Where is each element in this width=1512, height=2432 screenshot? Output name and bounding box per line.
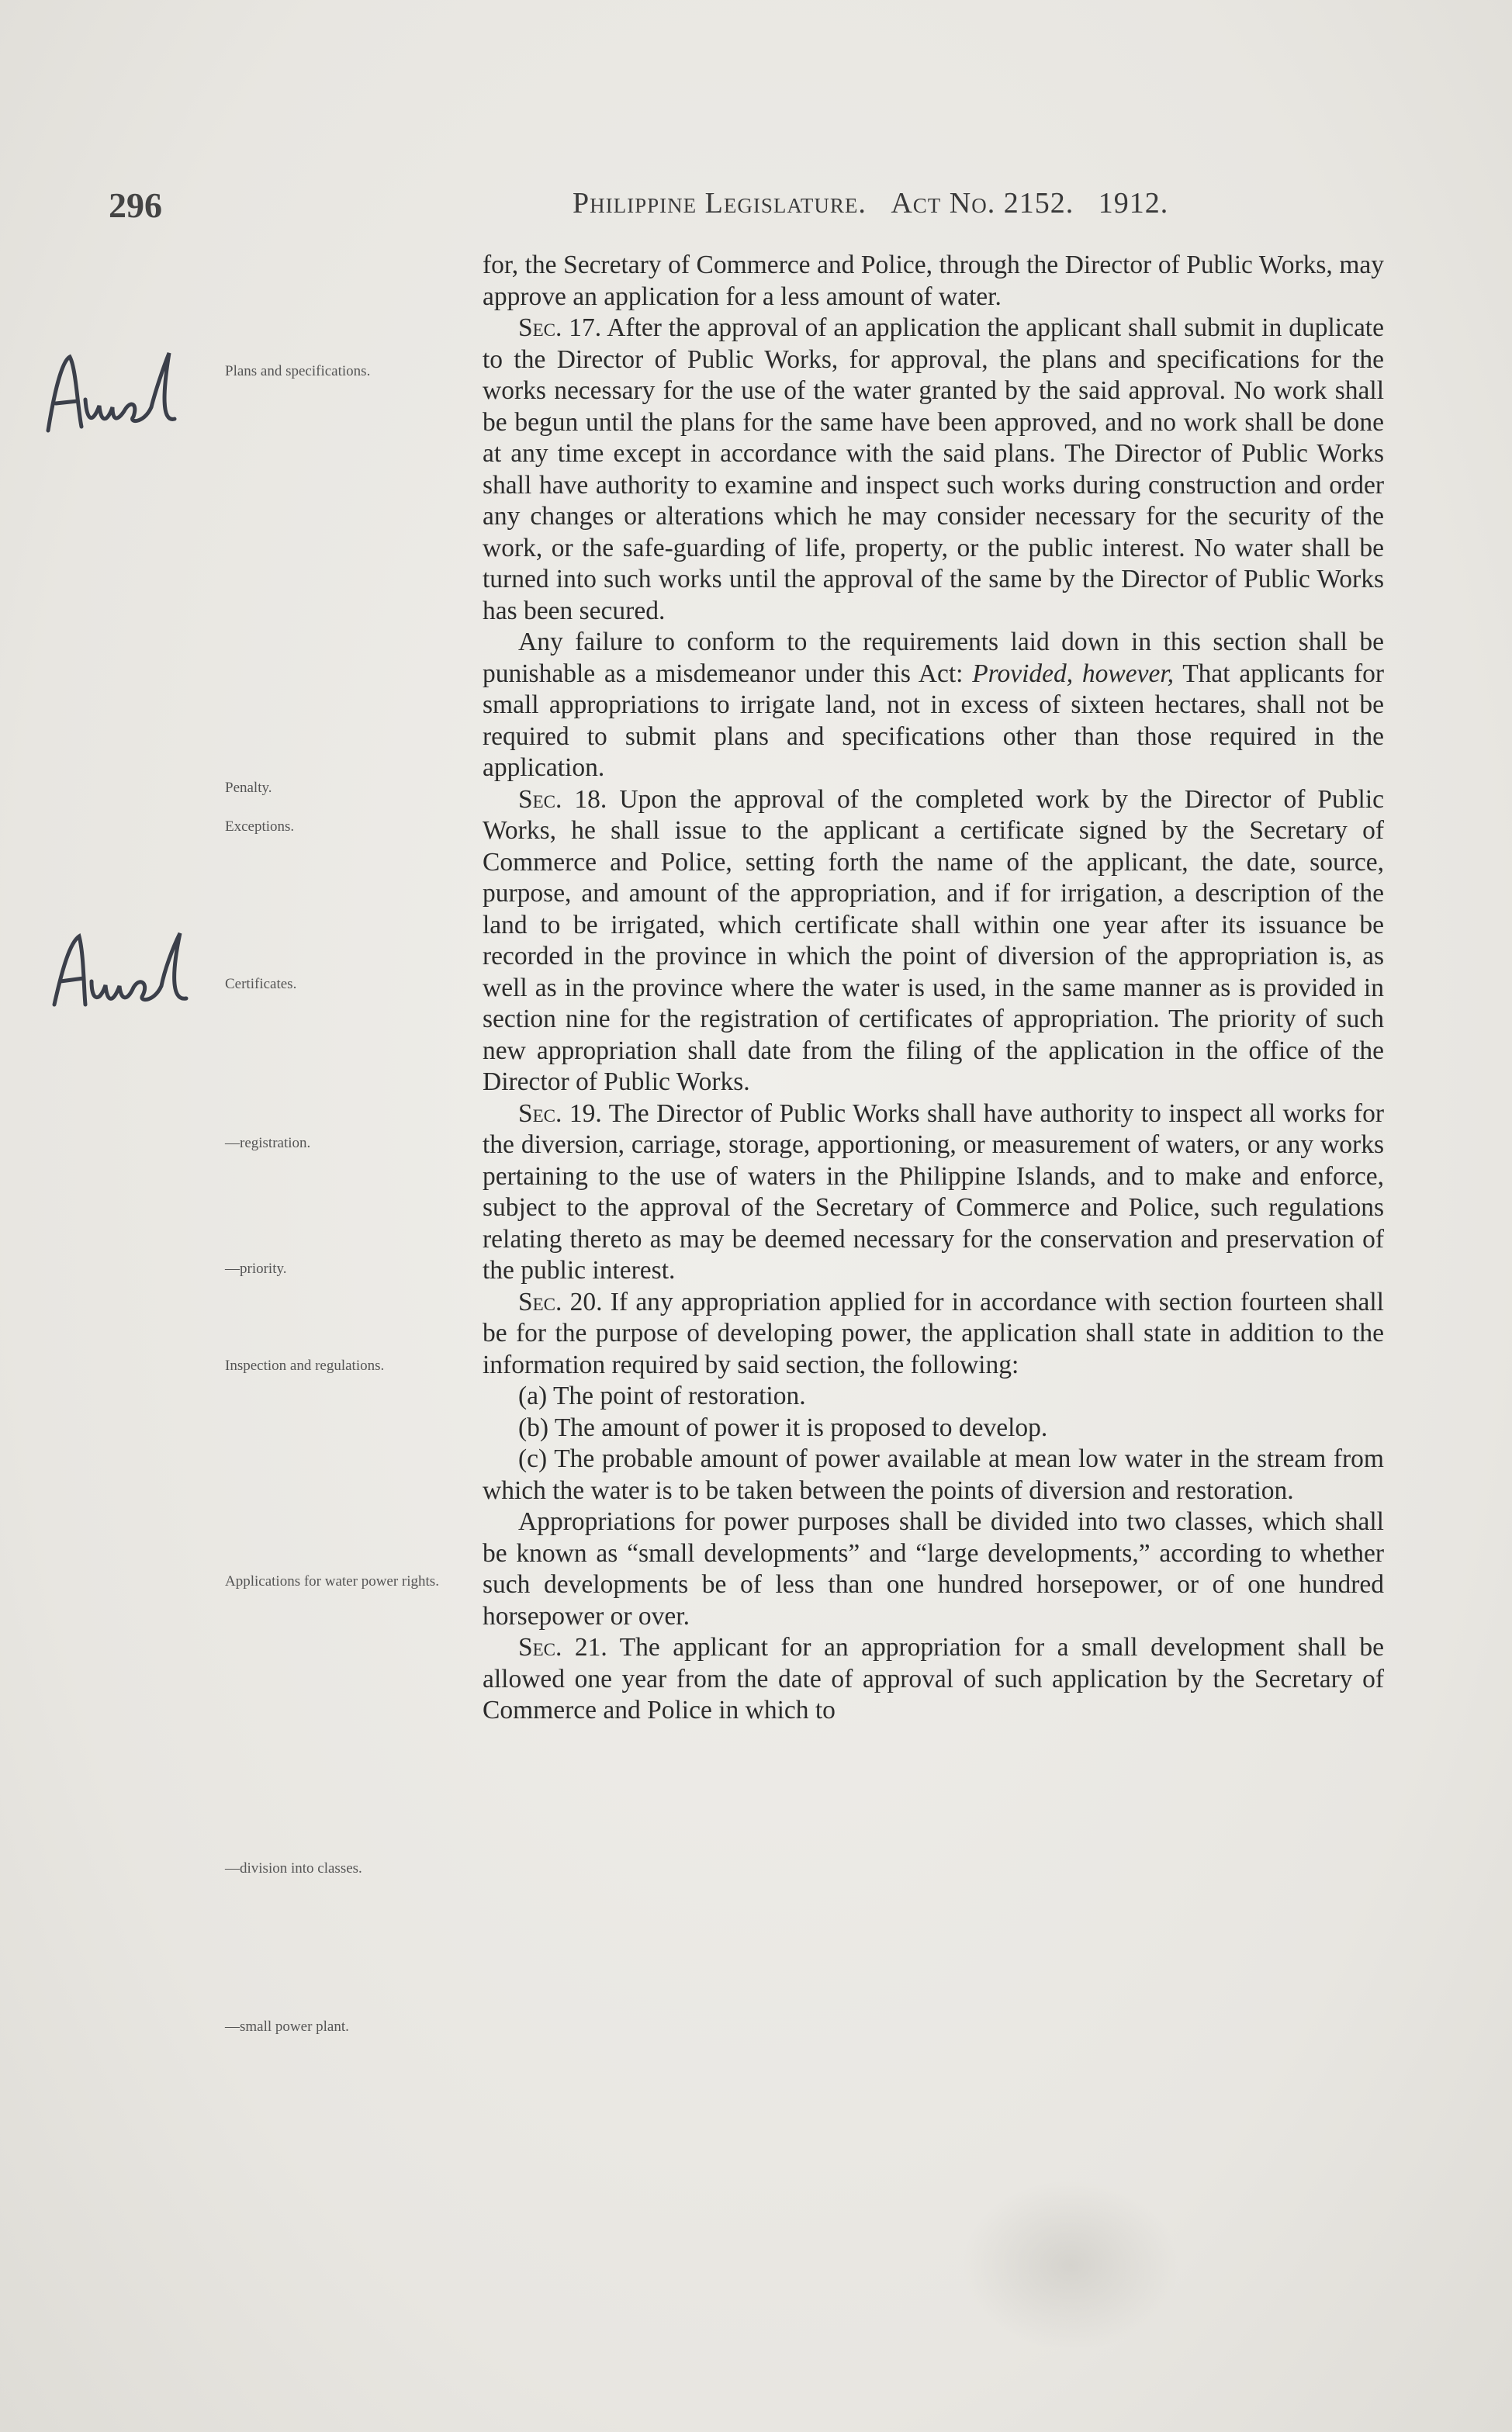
item-c-label: (c)	[518, 1444, 548, 1473]
section-17	[483, 313, 1384, 627]
paragraph-continuation: for, the Secretary of Commerce and Police, through the Director of Public Works, may approve an application for a less amount of water.	[483, 251, 1384, 311]
section-18	[483, 784, 1384, 1098]
item-b-text: The amount of power it is proposed to develop.	[554, 1413, 1048, 1442]
handwritten-amend-annotation-2	[47, 927, 202, 1028]
margin-note-exceptions: Exceptions.	[225, 818, 295, 835]
section-19	[483, 1098, 1384, 1287]
list-item-c	[483, 1444, 1384, 1507]
penalty-paragraph	[483, 627, 1384, 784]
section-18-text: Upon the approval of the completed work by the Director of Public Works, he shall issue to the applicant a certificate signed by the Secretary of Commerce and Police, setting forth the name of the applicant, the date, source, purpose, and amount of the appropriation, and if for irrigation, a description of the land to be irrigated, which certificate shall within one year after its issuance be recorded in the province in which the point of diversion of the appropriation is, as well as in the province where the water is used, in the same manner as is provided in section nine for the registration of certificates of appropriation. The priority of such new appropriation shall date from the filing of the application in the office of the Director of Public Works.	[483, 784, 1384, 1096]
running-head-title: Philippine Legislature.	[573, 187, 867, 220]
body-text	[483, 250, 1384, 1727]
section-21-text: The applicant for an appropriation for a small development shall be allowed one year from the date of approval of such application by the Secretary of Commerce and Police in which to	[483, 1633, 1384, 1725]
running-head-act: Act No. 2152.	[891, 187, 1074, 220]
penalty-text-b: That applicants for small appropriations to irrigate land, not in excess of sixteen hectares, shall not be required to submit plans and specifications other than those required in the application.	[483, 659, 1385, 782]
section-21-label: Sec. 21.	[518, 1633, 607, 1662]
section-20	[483, 1287, 1384, 1382]
item-c-text: The probable amount of power available at mean low water in the stream from which the water is to be taken between the points of diversion and restoration.	[483, 1444, 1384, 1505]
margin-note-certificates: Certificates.	[225, 976, 297, 992]
running-head-year: 1912.	[1098, 187, 1169, 220]
list-item-a	[483, 1381, 1384, 1413]
margin-note-small-power: —small power plant.	[225, 2019, 349, 2035]
item-b-label: (b)	[518, 1413, 549, 1442]
item-a-text: The point of restoration.	[552, 1382, 806, 1410]
section-20-text: If any appropriation applied for in accordance with section fourteen shall be for the purpose of developing power, the application shall state in addition to the information required by said section, the following:	[483, 1287, 1384, 1379]
section-17-label: Sec. 17.	[518, 313, 602, 342]
handwritten-amend-icon	[47, 927, 202, 1028]
page-number: 296	[109, 185, 162, 225]
list-item-b	[483, 1413, 1384, 1444]
section-17-text: After the approval of an application the applicant shall submit in duplicate to the Director of Public Works, for approval, the plans and specifications for the works necessary for the use of the water granted by the said approval. No work shall be begun until the plans for the same have been approved, and no work shall be done at any time except in accordance with the said plans. The Director of Public Works shall have authority to examine and inspect such works during construction and order any changes or alterations which he may consider necessary for the security of the work, or the safe-guarding of life, property, or the public interest. No water shall be turned into such works until the approval of the same by the Director of Public Works has been secured.	[483, 313, 1384, 625]
margin-note-applications: Applications for water power rights.	[225, 1573, 439, 1590]
section-19-label: Sec. 19.	[518, 1098, 602, 1128]
margin-note-priority: —priority.	[225, 1261, 287, 1277]
margin-note-division: —division into classes.	[225, 1860, 362, 1877]
section-19-text: The Director of Public Works shall have authority to inspect all works for the diversion, carriage, storage, apportioning, or measurement of waters, or any works pertaining to the use of waters in the Philippine Islands, and to make and enforce, subject to the approval of the Secretary of Commerce and Police, such regulations relating thereto as may be deemed necessary for the conservation and preservation of the public interest.	[483, 1098, 1384, 1285]
paper-smudge	[962, 2180, 1179, 2351]
handwritten-amend-icon	[39, 345, 194, 446]
margin-note-inspection: Inspection and regulations.	[225, 1358, 385, 1374]
section-18-label: Sec. 18.	[518, 784, 607, 814]
division-paragraph: Appropriations for power purposes shall be divided into two classes, which shall be known as “small developments” and “large developments,” according to whether such developments be of less than one hundred horsepower, or of one hundred horsepower or over.	[483, 1507, 1384, 1631]
penalty-text-a: Any failure to conform to the requirements laid down in this section shall be punishable as a misdemeanor under this Act:	[483, 628, 1384, 688]
item-a-label: (a)	[518, 1382, 548, 1410]
proviso-phrase: Provided, however,	[972, 659, 1175, 688]
handwritten-amend-annotation-1	[39, 345, 194, 446]
margin-note-registration: —registration.	[225, 1135, 311, 1151]
margin-note-penalty: Penalty.	[225, 780, 272, 796]
margin-note-plans: Plans and specifications.	[225, 363, 371, 379]
section-20-label: Sec. 20.	[518, 1287, 603, 1316]
running-head	[573, 186, 1168, 220]
section-21	[483, 1632, 1384, 1727]
